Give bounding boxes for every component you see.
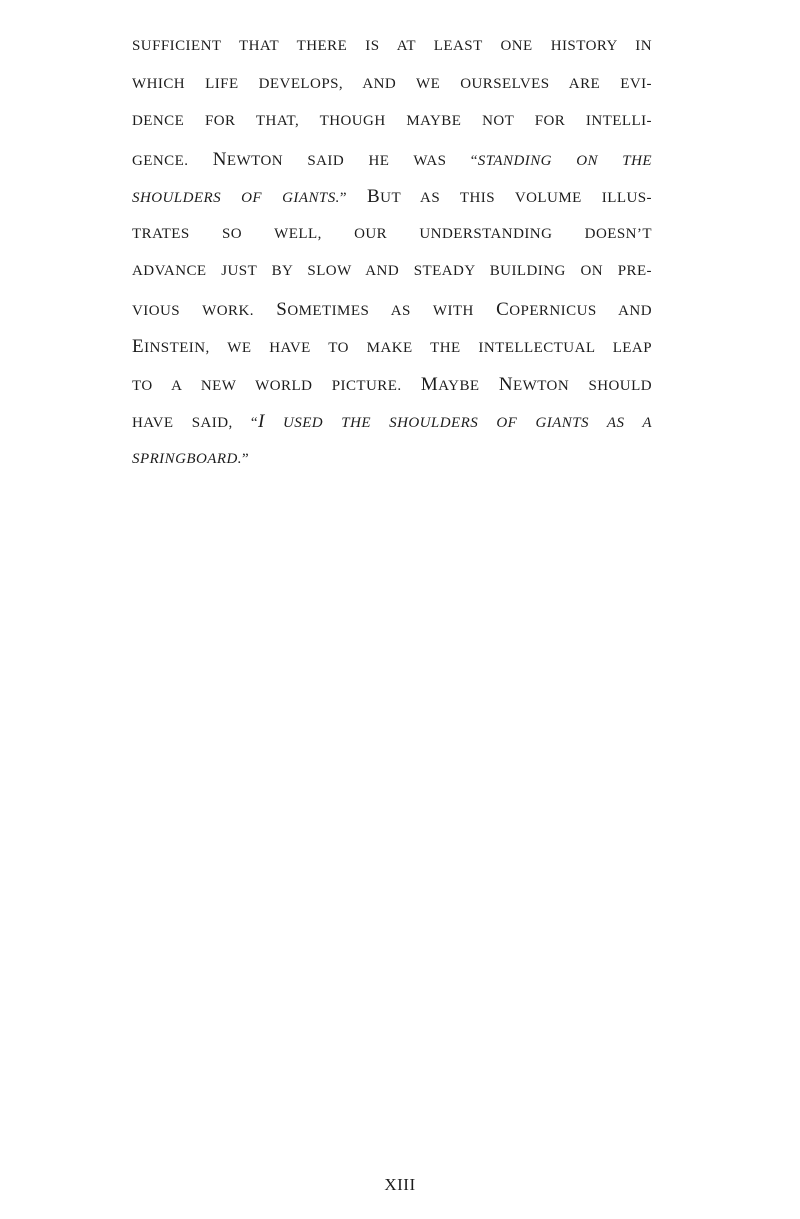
line-8-cap-s: S bbox=[276, 298, 288, 320]
line-11-italic-i: I bbox=[258, 411, 265, 432]
page-number: XIII bbox=[384, 1175, 416, 1194]
text-line-6 bbox=[132, 216, 652, 254]
text-line-1 bbox=[132, 28, 652, 66]
line-4-part-a: GENCE. bbox=[132, 152, 213, 169]
line-6-text: TRATES SO WELL, OUR UNDERSTANDING DOESN’T bbox=[132, 225, 652, 242]
line-1-text: SUFFICIENT THAT THERE IS AT LEAST ONE HISTORY IN bbox=[132, 38, 652, 54]
line-8-part-c: OMETIMES AS WITH bbox=[287, 302, 497, 319]
line-10-cap-m: M bbox=[420, 373, 439, 395]
body-text bbox=[132, 28, 652, 478]
line-3-text: DENCE FOR THAT, THOUGH MAYBE NOT FOR INTELLI- bbox=[132, 113, 652, 129]
text-line-10 bbox=[132, 366, 652, 404]
line-8-cap-c: C bbox=[496, 298, 510, 320]
line-12-italic: SPRINGBOARD. bbox=[132, 450, 242, 467]
line-11-italic: USED THE SHOULDERS OF GIANTS AS A bbox=[264, 415, 652, 431]
text-line-2 bbox=[132, 66, 652, 104]
line-5-cap-b: B bbox=[367, 186, 381, 207]
line-10-cap-n: N bbox=[498, 373, 513, 395]
line-10-part-e: EWTON SHOULD bbox=[513, 377, 652, 394]
line-5-part-d: UT AS THIS VOLUME ILLUS- bbox=[380, 190, 652, 206]
line-8-part-a: VIOUS WORK. bbox=[132, 302, 277, 319]
text-line-8 bbox=[132, 291, 652, 329]
text-line-11 bbox=[132, 403, 652, 441]
line-4-italic: STANDING ON THE bbox=[477, 152, 652, 169]
line-5-quote: ” bbox=[339, 190, 368, 206]
line-4-part-c: EWTON SAID HE WAS “ bbox=[226, 152, 478, 169]
line-10-part-c: AYBE bbox=[438, 377, 499, 394]
text-line-3 bbox=[132, 103, 652, 141]
line-11-part-a: HAVE SAID, “ bbox=[132, 415, 258, 431]
line-10-part-a: TO A NEW WORLD PICTURE. bbox=[132, 377, 421, 394]
text-line-5 bbox=[132, 178, 652, 216]
text-line-12 bbox=[132, 441, 652, 479]
text-line-7 bbox=[132, 253, 652, 291]
line-9-part-b: INSTEIN, WE HAVE TO MAKE THE INTELLECTUAL LEAP bbox=[144, 340, 652, 356]
text-line-4 bbox=[132, 141, 652, 179]
line-2-text: WHICH LIFE DEVELOPS, AND WE OURSELVES ARE EVI- bbox=[132, 75, 652, 92]
line-7-text: ADVANCE JUST BY SLOW AND STEADY BUILDING ON PRE- bbox=[132, 263, 652, 279]
line-8-part-e: OPERNICUS AND bbox=[509, 302, 652, 319]
line-9-cap-e: E bbox=[132, 336, 145, 357]
line-4-cap-n: N bbox=[212, 148, 227, 170]
line-12-quote: ” bbox=[241, 450, 250, 467]
text-line-9 bbox=[132, 328, 652, 366]
line-5-italic: SHOULDERS OF GIANTS. bbox=[132, 190, 340, 206]
